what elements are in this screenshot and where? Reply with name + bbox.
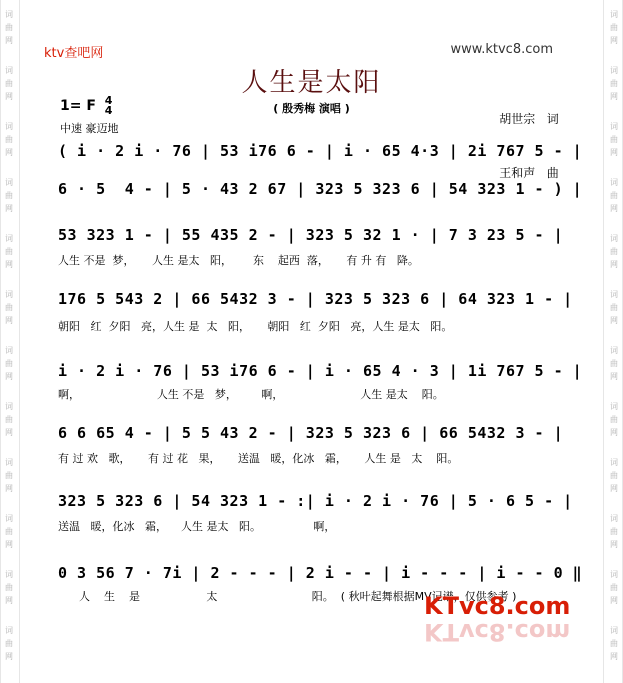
margin-watermark-text: 词曲网	[610, 10, 618, 45]
notation-row-6: 6 6 65 4 - | 5 5 43 2 - | 323 5 323 6 | 66 5432 3 - |	[58, 424, 564, 442]
margin-watermark-text: 词曲网	[5, 626, 13, 661]
notation-row-2: 6 · 5 4 - | 5 · 43 2 67 | 323 5 323 6 | 54 323 1 - ) |	[58, 180, 583, 198]
margin-watermark-text: 词曲网	[5, 10, 13, 45]
singer-line: ( 殷秀梅 演唱 )	[273, 102, 350, 115]
notation-row-7: 323 5 323 6 | 54 323 1 - :| i · 2 i · 76 | 5 · 6 5 - |	[58, 492, 573, 510]
notation-row-1: ( i · 2 i · 76 | 53 i76 6 - | i · 65 4·3 | 2i 767 5 - |	[58, 142, 583, 160]
lyrics-row-4: 朝阳 红 夕阳 亮，人生 是 太 阳， 朝阳 红 夕阳 亮，人生 是太 阳。	[58, 320, 453, 333]
margin-watermark-text: 词曲网	[5, 234, 13, 269]
margin-watermark-text: 词曲网	[5, 458, 13, 493]
margin-watermark-text: 词曲网	[610, 66, 618, 101]
margin-watermark-text: 词曲网	[610, 514, 618, 549]
lyrics-row-6: 有 过 欢 歌， 有 过 花 果， 送温 暖，化冰 霜， 人生 是 太 阳。	[58, 452, 459, 465]
margin-watermark-text: 词曲网	[610, 570, 618, 605]
margin-watermark-text: 词曲网	[5, 178, 13, 213]
notation-row-8: 0 3 56 7 · 7i | 2 - - - | 2 i - - | i - - - | i - - 0 ‖	[58, 564, 583, 582]
notation-row-4: 176 5 543 2 | 66 5432 3 - | 323 5 323 6 | 64 323 1 - |	[58, 290, 573, 308]
lyrics-row-3: 人生 不是 梦， 人生 是太 阳， 东 起西 落， 有 升 有 降。	[58, 254, 419, 267]
notation-row-5: i · 2 i · 76 | 53 i76 6 - | i · 65 4 · 3 | 1i 767 5 - |	[58, 362, 583, 380]
lyrics-row-8: 人 生 是 太 阳。 ( 秋叶起舞根据MV记谱，仅供参考 )	[58, 590, 517, 603]
site-name-left[interactable]: ktv查吧网	[44, 46, 104, 61]
margin-watermark-text: 词曲网	[5, 402, 13, 437]
composer-role: 曲	[546, 166, 559, 180]
lyricist-credit	[484, 92, 559, 146]
time-signature-bottom: 4	[104, 104, 113, 117]
margin-watermark-text: 词曲网	[610, 122, 618, 157]
margin-watermark-text: 词曲网	[610, 626, 618, 661]
lyricist-role: 词	[546, 112, 559, 126]
song-title: 人生是太阳	[241, 68, 382, 98]
key-label: 1= F	[60, 98, 96, 114]
margin-watermark-text: 词曲网	[610, 402, 618, 437]
time-signature-top: 4	[104, 94, 113, 107]
margin-watermark-text: 词曲网	[610, 178, 618, 213]
margin-watermark-text: 词曲网	[610, 458, 618, 493]
margin-watermark-text: 词曲网	[5, 514, 13, 549]
ktvc8-watermark-reflection: KTvc8.com	[424, 618, 571, 646]
lyrics-row-5: 啊， 人生 不是 梦， 啊， 人生 是太 阳。	[58, 388, 444, 401]
margin-watermark-text: 词曲网	[5, 570, 13, 605]
lyricist-name: 胡世宗	[499, 112, 536, 126]
margin-watermark-text: 词曲网	[610, 290, 618, 325]
ktvc8-watermark-logo: KTvc8.com	[424, 592, 571, 620]
site-url-right[interactable]: www.ktvc8.com	[450, 42, 553, 57]
time-signature	[105, 96, 113, 116]
margin-watermark-text: 词曲网	[610, 234, 618, 269]
key-signature	[60, 96, 112, 116]
margin-watermark-text: 词曲网	[610, 346, 618, 381]
composer-name: 王和声	[499, 166, 536, 180]
notation-row-3: 53 323 1 - | 55 435 2 - | 323 5 32 1 · | 7 3 23 5 - |	[58, 226, 564, 244]
lyrics-row-7: 送温 暖，化冰 霜， 人生 是太 阳。 啊，	[58, 520, 336, 533]
margin-watermark-text: 词曲网	[5, 122, 13, 157]
tempo-marking: 中速 豪迈地	[60, 122, 119, 135]
margin-watermark-text: 词曲网	[5, 346, 13, 381]
margin-watermark-text: 词曲网	[5, 66, 13, 101]
margin-watermark-text: 词曲网	[5, 290, 13, 325]
